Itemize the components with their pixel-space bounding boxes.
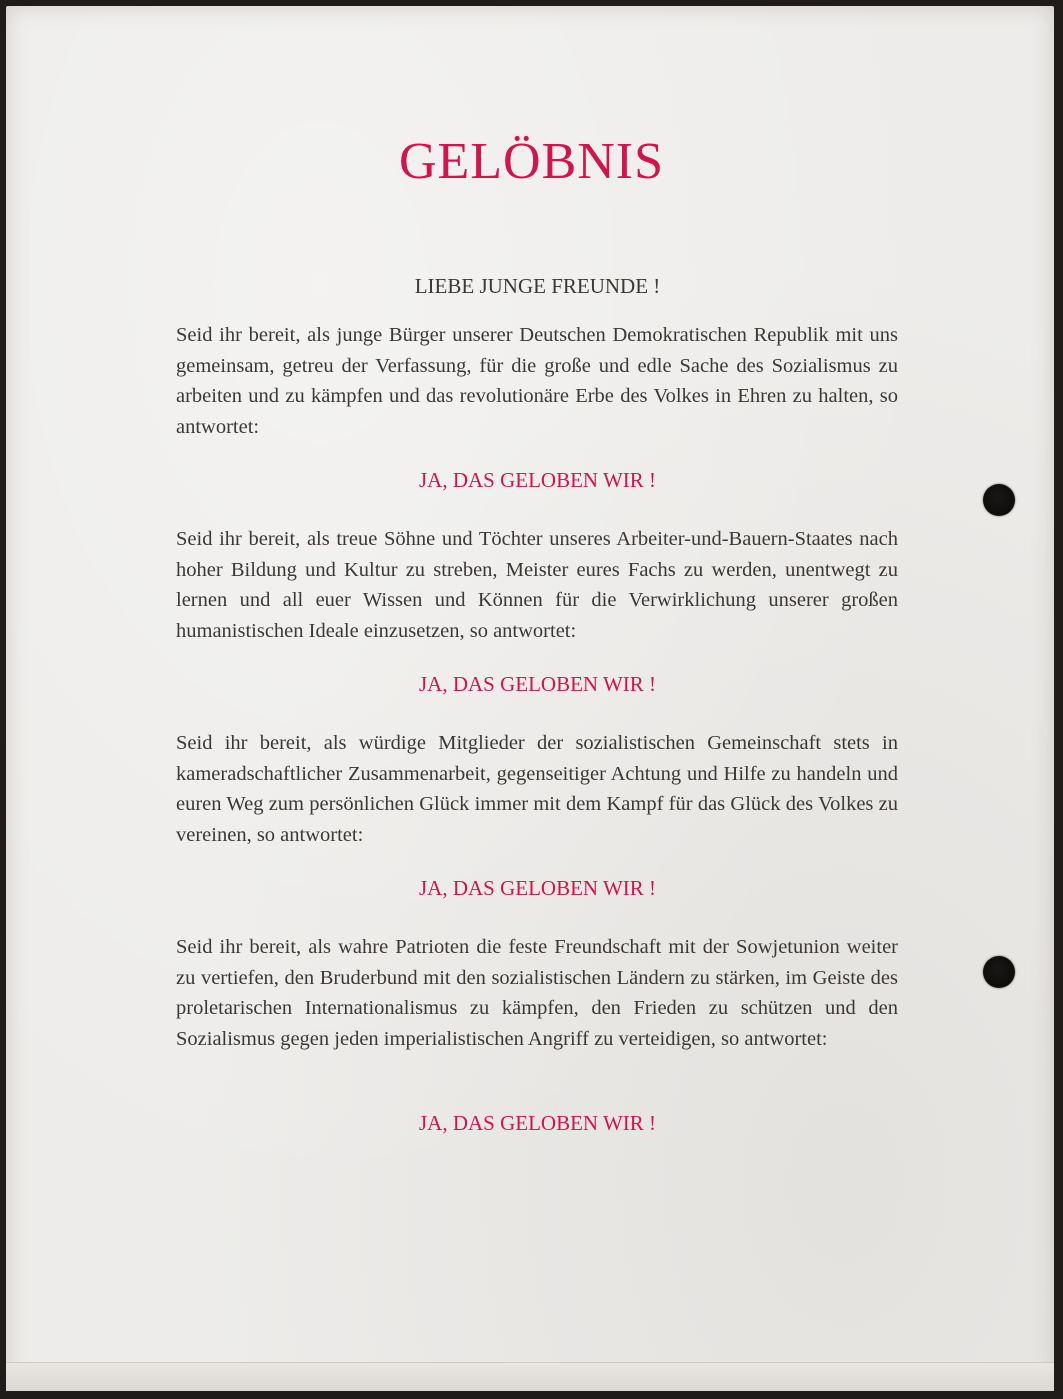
pledge-paragraph-4: Seid ihr bereit, als wahre Patrioten die feste Freundschaft mit der Sowjetunion weiter zu vertiefen, den Bruderbund mit den sozialistischen Ländern zu stärken, im Geiste des proletarischen Internationalismus zu kämpfen, den Frieden zu schützen und den Sozialismus gegen jeden imperialistischen Angriff zu verteidigen, so antwortet: [176, 936, 898, 1051]
pledge-paragraph-2: Seid ihr bereit, als treue Söhne und Töchter unseres Arbeiter-und-Bauern-Staates nach hoher Bildung und Kultur zu streben, Meister eures Fachs zu werden, unentwegt zu lernen und all euer Wissen und Können für die Verwirklichung unserer großen humanistischen Ideale einzusetzen, so antwortet: [176, 528, 898, 643]
paper-sheet [6, 6, 1054, 1390]
salutation: LIEBE JUNGE FREUNDE ! [414, 274, 661, 298]
punch-hole-lower [983, 956, 1015, 988]
pledge-response-4: JA, DAS GELOBEN WIR ! [418, 1111, 657, 1135]
pledge-response-1: JA, DAS GELOBEN WIR ! [418, 468, 657, 492]
document-title: GELÖBNIS [398, 133, 665, 190]
pledge-response-3: JA, DAS GELOBEN WIR ! [418, 876, 657, 900]
paper-bottom-edge [6, 1362, 1054, 1391]
pledge-response-2: JA, DAS GELOBEN WIR ! [418, 672, 657, 696]
pledge-paragraph-3: Seid ihr bereit, als würdige Mitglieder der sozialistischen Gemeinschaft stets in kameradschaftlicher Zusammenarbeit, gegenseitiger Achtung und Hilfe zu handeln und euren Weg zum persönlichen Glück immer mit dem Kampf für das Glück des Volkes zu vereinen, so antwortet: [176, 732, 898, 847]
pledge-paragraph-1: Seid ihr bereit, als junge Bürger unserer Deutschen Demokratischen Republik mit uns gemeinsam, getreu der Verfassung, für die große und edle Sache des Sozialismus zu arbeiten und zu kämpfen und das revolutionäre Erbe des Volkes in Ehren zu halten, so antwortet: [176, 324, 898, 439]
